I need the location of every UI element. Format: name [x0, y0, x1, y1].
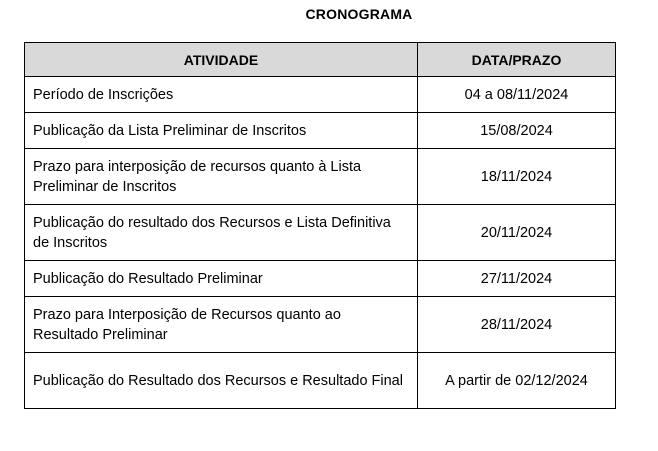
- table-row: [25, 297, 616, 353]
- activity-cell: Publicação da Lista Preliminar de Inscritos: [25, 113, 418, 149]
- page-title: CRONOGRAMA: [305, 6, 413, 22]
- date-cell: A partir de 02/12/2024: [418, 353, 616, 409]
- date-cell: 04 a 08/11/2024: [418, 77, 616, 113]
- activity-cell: Publicação do Resultado Preliminar: [25, 261, 418, 297]
- activity-cell: Período de Inscrições: [25, 77, 418, 113]
- activity-cell: Prazo para interposição de recursos quanto à Lista Preliminar de Inscritos: [25, 149, 418, 205]
- schedule-table: [24, 42, 616, 409]
- table-row: [25, 149, 616, 205]
- table-header-row: [25, 43, 616, 77]
- date-cell: 15/08/2024: [418, 113, 616, 149]
- activity-cell: Publicação do Resultado dos Recursos e Resultado Final: [25, 353, 418, 409]
- table-row: [25, 353, 616, 409]
- table-row: [25, 77, 616, 113]
- header-date: DATA/PRAZO: [418, 43, 616, 77]
- activity-cell: Prazo para Interposição de Recursos quanto ao Resultado Preliminar: [25, 297, 418, 353]
- header-activity: ATIVIDADE: [25, 43, 418, 77]
- table-row: [25, 113, 616, 149]
- table-row: [25, 205, 616, 261]
- activity-cell: Publicação do resultado dos Recursos e Lista Definitiva de Inscritos: [25, 205, 418, 261]
- date-cell: 20/11/2024: [418, 205, 616, 261]
- table-row: [25, 261, 616, 297]
- date-cell: 18/11/2024: [418, 149, 616, 205]
- date-cell: 28/11/2024: [418, 297, 616, 353]
- date-cell: 27/11/2024: [418, 261, 616, 297]
